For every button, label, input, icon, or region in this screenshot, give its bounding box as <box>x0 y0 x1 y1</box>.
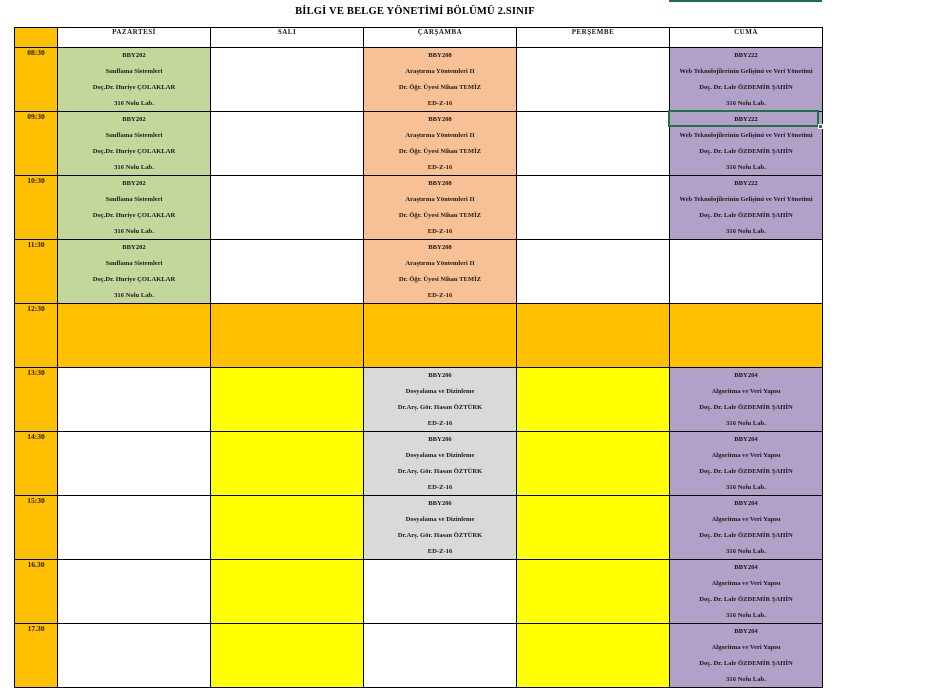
schedule-cell-friday[interactable] <box>670 240 823 304</box>
schedule-cell-thursday[interactable] <box>517 176 670 240</box>
schedule-cell-tuesday[interactable] <box>211 496 364 560</box>
day-header-monday[interactable]: PAZARTESİ <box>58 28 211 48</box>
cell-content <box>670 304 822 367</box>
schedule-cell-tuesday[interactable] <box>211 560 364 624</box>
cell-content <box>58 48 210 111</box>
selected-cell-outline <box>668 110 819 127</box>
instructor: Dr. Öğr. Üyesi Nihan TEMİZ <box>398 212 482 219</box>
cell-content <box>670 368 822 431</box>
schedule-cell-tuesday[interactable] <box>211 304 364 368</box>
table-row <box>15 432 823 496</box>
cell-content <box>211 304 363 367</box>
schedule-cell-thursday[interactable] <box>517 560 670 624</box>
cell-content <box>670 176 822 239</box>
cell-content <box>211 496 363 559</box>
course-name: Sınıflama Sistemleri <box>105 260 163 267</box>
room: 316 Nolu Lab. <box>114 228 154 235</box>
schedule-cell-monday[interactable] <box>58 304 211 368</box>
schedule-cell-wednesday[interactable] <box>364 304 517 368</box>
table-row <box>15 48 823 112</box>
course-name: Araştırma Yöntemleri II <box>405 68 475 75</box>
course-code: BBY208 <box>428 116 452 123</box>
cell-content <box>364 176 516 239</box>
instructor: Dr. Öğr. Üyesi Nihan TEMİZ <box>398 148 482 155</box>
fill-handle[interactable] <box>818 124 823 129</box>
time-cell[interactable]: 15:30 <box>15 496 58 560</box>
room: ED-Z-16 <box>427 420 453 427</box>
course-code: BBY206 <box>428 372 452 379</box>
course-code: BBY204 <box>734 500 758 507</box>
cell-content <box>58 560 210 623</box>
course-name: Araştırma Yöntemleri II <box>405 132 475 139</box>
table-row <box>15 304 823 368</box>
table-row <box>15 624 823 688</box>
course-code: BBY208 <box>428 52 452 59</box>
instructor: Doç. Dr. Lale ÖZDEMİR ŞAHİN <box>699 84 793 91</box>
instructor: Doç.Dr. Huriye ÇOLAKLAR <box>92 276 176 283</box>
cell-content <box>517 432 669 495</box>
course-code: BBY202 <box>122 180 146 187</box>
cell-content <box>211 560 363 623</box>
cell-content <box>364 560 516 623</box>
course-code: BBY208 <box>428 180 452 187</box>
schedule-cell-friday[interactable] <box>670 432 823 496</box>
cell-content <box>211 624 363 687</box>
cell-content <box>211 240 363 303</box>
course-name: Web Teknolojilerinin Gelişimi ve Veri Yönetimi <box>679 132 813 139</box>
course-code: BBY202 <box>122 244 146 251</box>
cell-content <box>211 112 363 175</box>
schedule-cell-tuesday[interactable] <box>211 176 364 240</box>
day-header-tuesday[interactable]: SALI <box>211 28 364 48</box>
table-row <box>15 560 823 624</box>
schedule-cell-monday[interactable] <box>58 48 211 112</box>
cell-content <box>364 432 516 495</box>
cell-content <box>364 112 516 175</box>
course-name: Algoritma ve Veri Yapısı <box>711 580 781 587</box>
schedule-cell-wednesday[interactable] <box>364 112 517 176</box>
time-cell[interactable]: 08:30 <box>15 48 58 112</box>
table-row <box>15 240 823 304</box>
cell-content <box>670 48 822 111</box>
cell-content <box>670 560 822 623</box>
cell-content <box>211 176 363 239</box>
schedule-cell-wednesday[interactable] <box>364 496 517 560</box>
instructor: Dr. Öğr. Üyesi Nihan TEMİZ <box>398 84 482 91</box>
cell-content <box>58 240 210 303</box>
schedule-cell-monday[interactable] <box>58 368 211 432</box>
day-header-wednesday[interactable]: ÇARŞAMBA <box>364 28 517 48</box>
course-code: BBY222 <box>734 180 758 187</box>
room: 316 Nolu Lab. <box>726 676 766 683</box>
course-code: BBY204 <box>734 564 758 571</box>
active-sheet-indicator <box>669 0 822 2</box>
course-name: Web Teknolojilerinin Gelişimi ve Veri Yönetimi <box>679 68 813 75</box>
schedule-cell-wednesday[interactable] <box>364 560 517 624</box>
course-code: BBY208 <box>428 244 452 251</box>
room: 316 Nolu Lab. <box>114 292 154 299</box>
instructor: Doç. Dr. Lale ÖZDEMİR ŞAHİN <box>699 404 793 411</box>
cell-content <box>517 176 669 239</box>
room: 316 Nolu Lab. <box>726 420 766 427</box>
instructor: Dr.Arş. Gör. Hasan ÖZTÜRK <box>397 532 483 539</box>
cell-content <box>58 368 210 431</box>
table-row <box>15 176 823 240</box>
course-name: Dosyalama ve Dizinleme <box>405 452 475 459</box>
cell-content <box>364 240 516 303</box>
schedule-cell-monday[interactable] <box>58 112 211 176</box>
instructor: Doç. Dr. Lale ÖZDEMİR ŞAHİN <box>699 148 793 155</box>
time-cell[interactable]: 16.30 <box>15 560 58 624</box>
time-cell[interactable]: 12:30 <box>15 304 58 368</box>
instructor: Doç. Dr. Lale ÖZDEMİR ŞAHİN <box>699 212 793 219</box>
cell-content <box>517 240 669 303</box>
schedule-cell-thursday[interactable] <box>517 304 670 368</box>
time-cell[interactable]: 10:30 <box>15 176 58 240</box>
schedule-cell-tuesday[interactable] <box>211 48 364 112</box>
room: ED-Z-16 <box>427 548 453 555</box>
day-header-friday[interactable]: CUMA <box>670 28 823 48</box>
cell-content <box>517 368 669 431</box>
schedule-cell-tuesday[interactable] <box>211 624 364 688</box>
cell-content <box>58 112 210 175</box>
room: ED-Z-16 <box>427 164 453 171</box>
schedule-cell-friday[interactable] <box>670 48 823 112</box>
instructor: Doç. Dr. Lale ÖZDEMİR ŞAHİN <box>699 468 793 475</box>
schedule-cell-wednesday[interactable] <box>364 48 517 112</box>
time-cell[interactable]: 17.30 <box>15 624 58 688</box>
cell-content <box>670 624 822 687</box>
room: 316 Nolu Lab. <box>726 612 766 619</box>
cell-content <box>364 496 516 559</box>
course-code: BBY204 <box>734 628 758 635</box>
room: 316 Nolu Lab. <box>114 164 154 171</box>
room: 316 Nolu Lab. <box>726 548 766 555</box>
schedule-cell-monday[interactable] <box>58 176 211 240</box>
cell-content <box>58 176 210 239</box>
table-row <box>15 496 823 560</box>
schedule-cell-thursday[interactable] <box>517 368 670 432</box>
course-name: Web Teknolojilerinin Gelişimi ve Veri Yönetimi <box>679 196 813 203</box>
course-name: Sınıflama Sistemleri <box>105 196 163 203</box>
schedule-cell-wednesday[interactable] <box>364 432 517 496</box>
cell-content <box>211 368 363 431</box>
sheet-title[interactable]: BİLGİ VE BELGE YÖNETİMİ BÖLÜMÜ 2.SINIF <box>295 6 535 17</box>
course-code: BBY204 <box>734 436 758 443</box>
schedule-cell-friday[interactable] <box>670 496 823 560</box>
table-row <box>15 368 823 432</box>
room: 316 Nolu Lab. <box>726 100 766 107</box>
course-name: Algoritma ve Veri Yapısı <box>711 516 781 523</box>
time-cell[interactable]: 13:30 <box>15 368 58 432</box>
course-code: BBY222 <box>734 116 758 123</box>
room: 316 Nolu Lab. <box>114 100 154 107</box>
schedule-cell-tuesday[interactable] <box>211 368 364 432</box>
schedule-cell-monday[interactable] <box>58 240 211 304</box>
cell-content <box>517 304 669 367</box>
instructor: Dr.Arş. Gör. Hasan ÖZTÜRK <box>397 468 483 475</box>
cell-content <box>364 48 516 111</box>
course-name: Sınıflama Sistemleri <box>105 68 163 75</box>
course-name: Sınıflama Sistemleri <box>105 132 163 139</box>
instructor: Dr.Arş. Gör. Hasan ÖZTÜRK <box>397 404 483 411</box>
schedule-cell-thursday[interactable] <box>517 240 670 304</box>
cell-content <box>670 432 822 495</box>
cell-content <box>364 304 516 367</box>
schedule-cell-friday[interactable] <box>670 560 823 624</box>
schedule-cell-wednesday[interactable] <box>364 176 517 240</box>
schedule-cell-tuesday[interactable] <box>211 112 364 176</box>
course-name: Araştırma Yöntemleri II <box>405 196 475 203</box>
schedule-cell-monday[interactable] <box>58 432 211 496</box>
cell-content <box>58 304 210 367</box>
time-cell[interactable]: 14:30 <box>15 432 58 496</box>
cell-content <box>58 624 210 687</box>
schedule-cell-thursday[interactable] <box>517 496 670 560</box>
schedule-cell-thursday[interactable] <box>517 112 670 176</box>
cell-content <box>517 112 669 175</box>
instructor: Doç.Dr. Huriye ÇOLAKLAR <box>92 212 176 219</box>
room: ED-Z-16 <box>427 292 453 299</box>
course-code: BBY202 <box>122 116 146 123</box>
cell-content <box>517 560 669 623</box>
schedule-cell-friday[interactable] <box>670 624 823 688</box>
schedule-cell-monday[interactable] <box>58 560 211 624</box>
course-name: Araştırma Yöntemleri II <box>405 260 475 267</box>
schedule-cell-monday[interactable] <box>58 496 211 560</box>
course-code: BBY222 <box>734 52 758 59</box>
course-code: BBY202 <box>122 52 146 59</box>
instructor: Doç.Dr. Huriye ÇOLAKLAR <box>92 84 176 91</box>
schedule-cell-thursday[interactable] <box>517 48 670 112</box>
schedule-cell-wednesday[interactable] <box>364 240 517 304</box>
course-code: BBY204 <box>734 372 758 379</box>
time-cell[interactable]: 09:30 <box>15 112 58 176</box>
corner-cell[interactable] <box>15 28 58 48</box>
cell-content <box>58 432 210 495</box>
room: 316 Nolu Lab. <box>726 164 766 171</box>
schedule-cell-friday[interactable] <box>670 304 823 368</box>
cell-content <box>364 624 516 687</box>
room: ED-Z-16 <box>427 100 453 107</box>
cell-content <box>517 496 669 559</box>
day-header-thursday[interactable]: PERŞEMBE <box>517 28 670 48</box>
room: 316 Nolu Lab. <box>726 228 766 235</box>
instructor: Doç.Dr. Huriye ÇOLAKLAR <box>92 148 176 155</box>
cell-content <box>364 368 516 431</box>
schedule-cell-tuesday[interactable] <box>211 240 364 304</box>
course-name: Algoritma ve Veri Yapısı <box>711 452 781 459</box>
instructor: Doç. Dr. Lale ÖZDEMİR ŞAHİN <box>699 660 793 667</box>
course-code: BBY206 <box>428 436 452 443</box>
cell-content <box>670 240 822 303</box>
schedule-cell-wednesday[interactable] <box>364 368 517 432</box>
instructor: Dr. Öğr. Üyesi Nihan TEMİZ <box>398 276 482 283</box>
time-cell[interactable]: 11:30 <box>15 240 58 304</box>
cell-content <box>58 496 210 559</box>
schedule-cell-friday[interactable] <box>670 176 823 240</box>
schedule-cell-tuesday[interactable] <box>211 432 364 496</box>
cell-content <box>211 48 363 111</box>
course-code: BBY206 <box>428 500 452 507</box>
schedule-cell-friday[interactable] <box>670 368 823 432</box>
header-row <box>15 28 823 48</box>
course-name: Algoritma ve Veri Yapısı <box>711 644 781 651</box>
cell-content <box>670 496 822 559</box>
course-name: Dosyalama ve Dizinleme <box>405 516 475 523</box>
schedule-cell-monday[interactable] <box>58 624 211 688</box>
course-name: Dosyalama ve Dizinleme <box>405 388 475 395</box>
schedule-cell-wednesday[interactable] <box>364 624 517 688</box>
cell-content <box>517 48 669 111</box>
schedule-cell-thursday[interactable] <box>517 432 670 496</box>
room: ED-Z-16 <box>427 228 453 235</box>
instructor: Doç. Dr. Lale ÖZDEMİR ŞAHİN <box>699 532 793 539</box>
instructor: Doç. Dr. Lale ÖZDEMİR ŞAHİN <box>699 596 793 603</box>
course-name: Algoritma ve Veri Yapısı <box>711 388 781 395</box>
cell-content <box>517 624 669 687</box>
cell-content <box>211 432 363 495</box>
room: ED-Z-16 <box>427 484 453 491</box>
schedule-cell-thursday[interactable] <box>517 624 670 688</box>
room: 316 Nolu Lab. <box>726 484 766 491</box>
